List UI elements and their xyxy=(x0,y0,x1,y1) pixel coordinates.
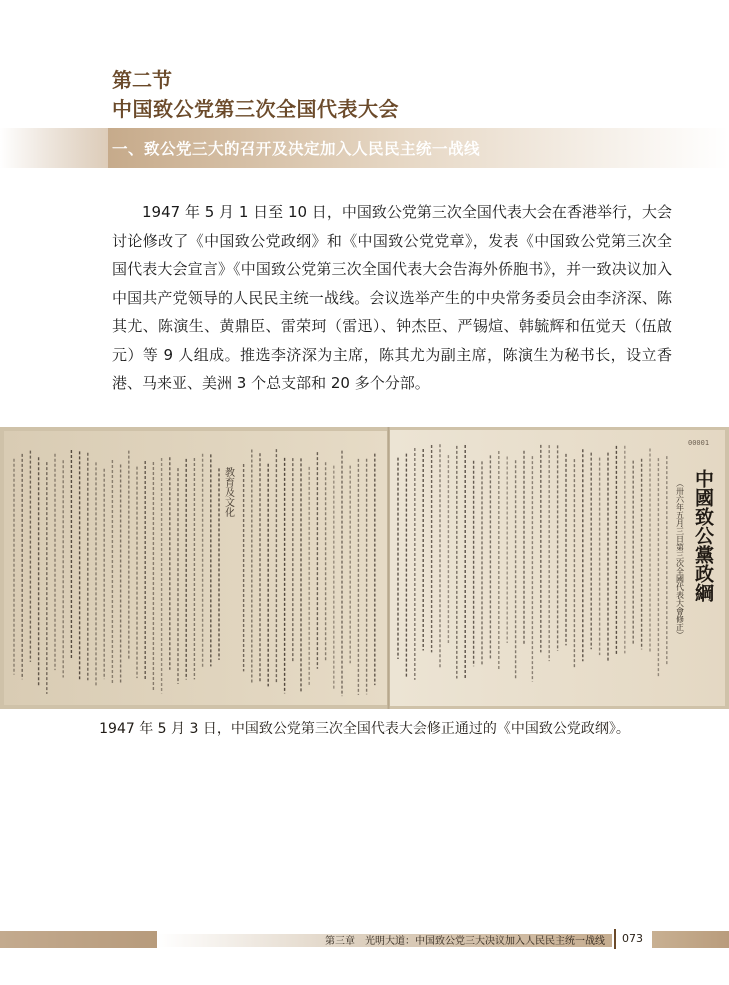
subheading: 一、致公党三大的召开及决定加入人民民主统一战线 xyxy=(112,140,481,158)
running-head: 第三章 光明大道：中国致公党三大决议加入人民民主统一战线 xyxy=(325,936,605,947)
photo-caption: 1947 年 5 月 3 日，中国致公党第三次全国代表大会修正通过的《中国致公党政纲》。 xyxy=(99,721,630,737)
body-paragraph: 1947 年 5 月 1 日至 10 日，中国致公党第三次全国代表大会在香港举行，大会讨论修改了《中国致公党政纲》和《中国致公党党章》，发表《中国致公党第三次全国代表大会宣言》《中国致公党第三次全国代表大会告海外侨胞书》，并一致决议加入中国共产党领导的人民民主统一战线。会议选举产生的中央常务委员会由李济深、陈其尤、陈演生、黄鼎臣、雷荣珂（雷迅）、钟杰臣、严锡煊、韩毓辉和伍觉天（伍啟元）等 9 人组成。推选李济深为主席，陈其尤为副主席，陈演生为秘书长，设立香港、马来亚、美洲 3 个总支部和 20 多个分部。 xyxy=(112,203,672,392)
footer-divider xyxy=(614,929,616,949)
footer-band-right xyxy=(652,931,729,948)
footer-band-left xyxy=(0,931,157,948)
page-number: 073 xyxy=(622,932,643,945)
document-photo xyxy=(0,427,729,709)
document-note: （卅六年五月三日第三次全國代表大會修正） xyxy=(675,479,685,639)
document-title: 中國致公黨政綱 xyxy=(692,469,714,602)
left-section-heading: 教育及文化 xyxy=(222,467,234,517)
section-title: 中国致公党第三次全国代表大会 xyxy=(112,97,399,121)
section-number: 第二节 xyxy=(112,68,172,92)
archive-number: 00001 xyxy=(688,439,710,447)
